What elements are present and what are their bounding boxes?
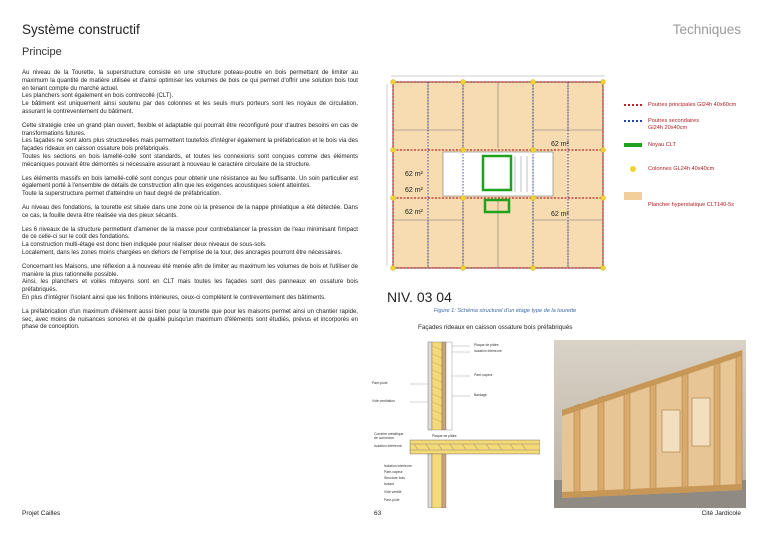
paragraph: La préfabrication d'un maximum d'élément aussi bien pour la tourette que pour les maisons permet ainsi un chantier rapide, sec, avec moins de nuisances sonores et de qualité puisqu'un maximum d'éléments sont étudiés, prévus et incorporés en phase de conception. <box>22 308 358 331</box>
floor-plan-drawing <box>383 70 613 310</box>
page-title: Système constructif <box>22 22 140 37</box>
area-label: 62 m² <box>405 187 423 194</box>
legend-label: Poutres secondaires Gl24h 20x40cm <box>648 118 699 131</box>
legend-item <box>624 166 714 173</box>
paragraph: Cette stratégie crée un grand plan ouvert, flexible et adaptable qui pourrait être reconfiguré pour d'autres besoins en cas de transformations futures. Les façades ne sont alors plus structurelles mais permettent toutefois d'intégrer également la préfabrication et le bois via des façades rideaux en caisson ossature bois préfabriqués. Toutes les sections en bois lamellé-collé sont standards, et toutes les connexions sont conçues comme des éléments mécaniques pouvant être démontés si nécessaire assurant à nouveau le caractère circulaire de la structure. <box>22 122 358 168</box>
area-label: 62 m² <box>551 211 569 218</box>
section-svg <box>370 340 540 508</box>
section-label: Bardage <box>474 393 487 397</box>
facade-section-drawing <box>370 340 540 508</box>
section-label: Pare-vapeur <box>474 373 493 377</box>
section-label: Structure bois <box>384 476 405 480</box>
section-label: Pare-pluie <box>384 498 400 502</box>
legend-swatch <box>624 192 642 200</box>
section-title: Façades rideaux en caisson ossature bois préfabriqués <box>418 324 573 331</box>
footer-project: Projet Cailles <box>22 510 61 517</box>
section-label: Pare-pluie <box>372 381 388 385</box>
legend-label: Noyau CLT <box>648 142 676 148</box>
level-label: NIV. 03 04 <box>387 289 452 305</box>
structural-plan <box>383 70 613 310</box>
section-label: Isolation intérieure <box>474 349 502 353</box>
area-label: 62 m² <box>405 171 423 178</box>
paragraph: Au niveau de la Tourette, la superstructure consiste en une structure poteau-poutre en bois permettant de limiter au maximum la quantité de matière utilisée et d'ainsi optimiser les volumes de bois ce qui permet d'offrir une solution bois tout en tenant compte du marché actuel. Les planchers sont également en bois contrecollé (CLT). Le bâtiment est uniquement ainsi soutenu par des colonnes et les seuls murs porteurs sont les noyaux de circulation, assurant le contreventement du bâtiment. <box>22 70 358 115</box>
footer-site: Cité Jardicole <box>701 510 741 517</box>
paragraph: Les éléments massifs en bois lamellé-collé sont conçus pour obtenir une résistance au feu suffisante. Un soin particulier est également porté à l'ensemble de détails de construction afin que les exigences acoustiques soient atteintes. Toute la superstructure permet d'atteindre un haut degré de préfabrication. <box>22 175 358 198</box>
legend-swatch <box>624 104 642 108</box>
paragraph: Les 6 niveaux de la structure permettent d'amener de la masse pour contrebalancer la pression de l'eau minimisant l'impact de ce celle-ci sur le coût des fondations. La construction multi-étage est donc bien indiquée pour réaliser deux niveaux de sous-sols. Localement, dans les zones moins chargées en dehors de l'emprise de la tour, des ancrages pourront être nécessaires. <box>22 226 358 256</box>
area-label: 62 m² <box>551 141 569 148</box>
legend-label: Colonnes GL24h 40x40cm <box>648 166 715 172</box>
section-label: Pare-vapeur <box>384 470 403 474</box>
section-label: Isolation inférieure <box>374 444 402 448</box>
section-label: Isolation intérieure <box>384 464 412 468</box>
section-label: Cornière métallique de connexion <box>374 432 404 440</box>
legend-item <box>624 142 676 149</box>
figure-caption: Figure 1: Schéma structurel d'un étage type de la tourette <box>433 308 577 314</box>
legend-swatch <box>624 120 642 124</box>
area-label: 62 m² <box>405 209 423 216</box>
section-label: Isolant <box>384 482 394 486</box>
legend-label: Poutres principales Gl24h 40x60cm <box>648 102 737 108</box>
section-label: Vide ventilation <box>372 399 395 403</box>
legend-swatch <box>624 143 642 147</box>
photo-illustration <box>554 340 746 508</box>
paragraph: Concernant les Maisons, une réflexion a à nouveau été menée afin de limiter au maximum les volumes de bois et l'utiliser de manière la plus rationnelle possible. Ainsi, les planchers et voiles mitoyens sont en CLT mais toutes les façades sont des panneaux en ossature bois préfabriqués. En plus d'intégrer l'isolant ainsi que les finitions intérieures, ceux-ci complètent le contreventement des bâtiments. <box>22 263 358 301</box>
page-number: 63 <box>374 510 382 517</box>
legend-item <box>624 118 708 132</box>
body-text <box>22 70 358 338</box>
paragraph: Au niveau des fondations, la tourette est située dans une zone où la présence de la nappe phréatique a été détectée. Dans ce cas, la fouille devra être réalisée via des pieux sécants. <box>22 204 358 219</box>
section-tag: Techniques <box>672 22 741 37</box>
section-label: Plaque de plâtre <box>432 434 457 438</box>
section-label: Vide ventilé <box>384 490 402 494</box>
section-label: Plaque de plâtre <box>474 343 499 347</box>
legend-item <box>624 202 734 209</box>
legend-swatch <box>624 166 642 172</box>
timber-frame-photo <box>554 340 746 508</box>
legend-item <box>624 102 736 109</box>
page-subtitle: Principe <box>22 46 62 58</box>
legend-label: Plancher hyperstatique CLT140-5s <box>648 202 735 208</box>
